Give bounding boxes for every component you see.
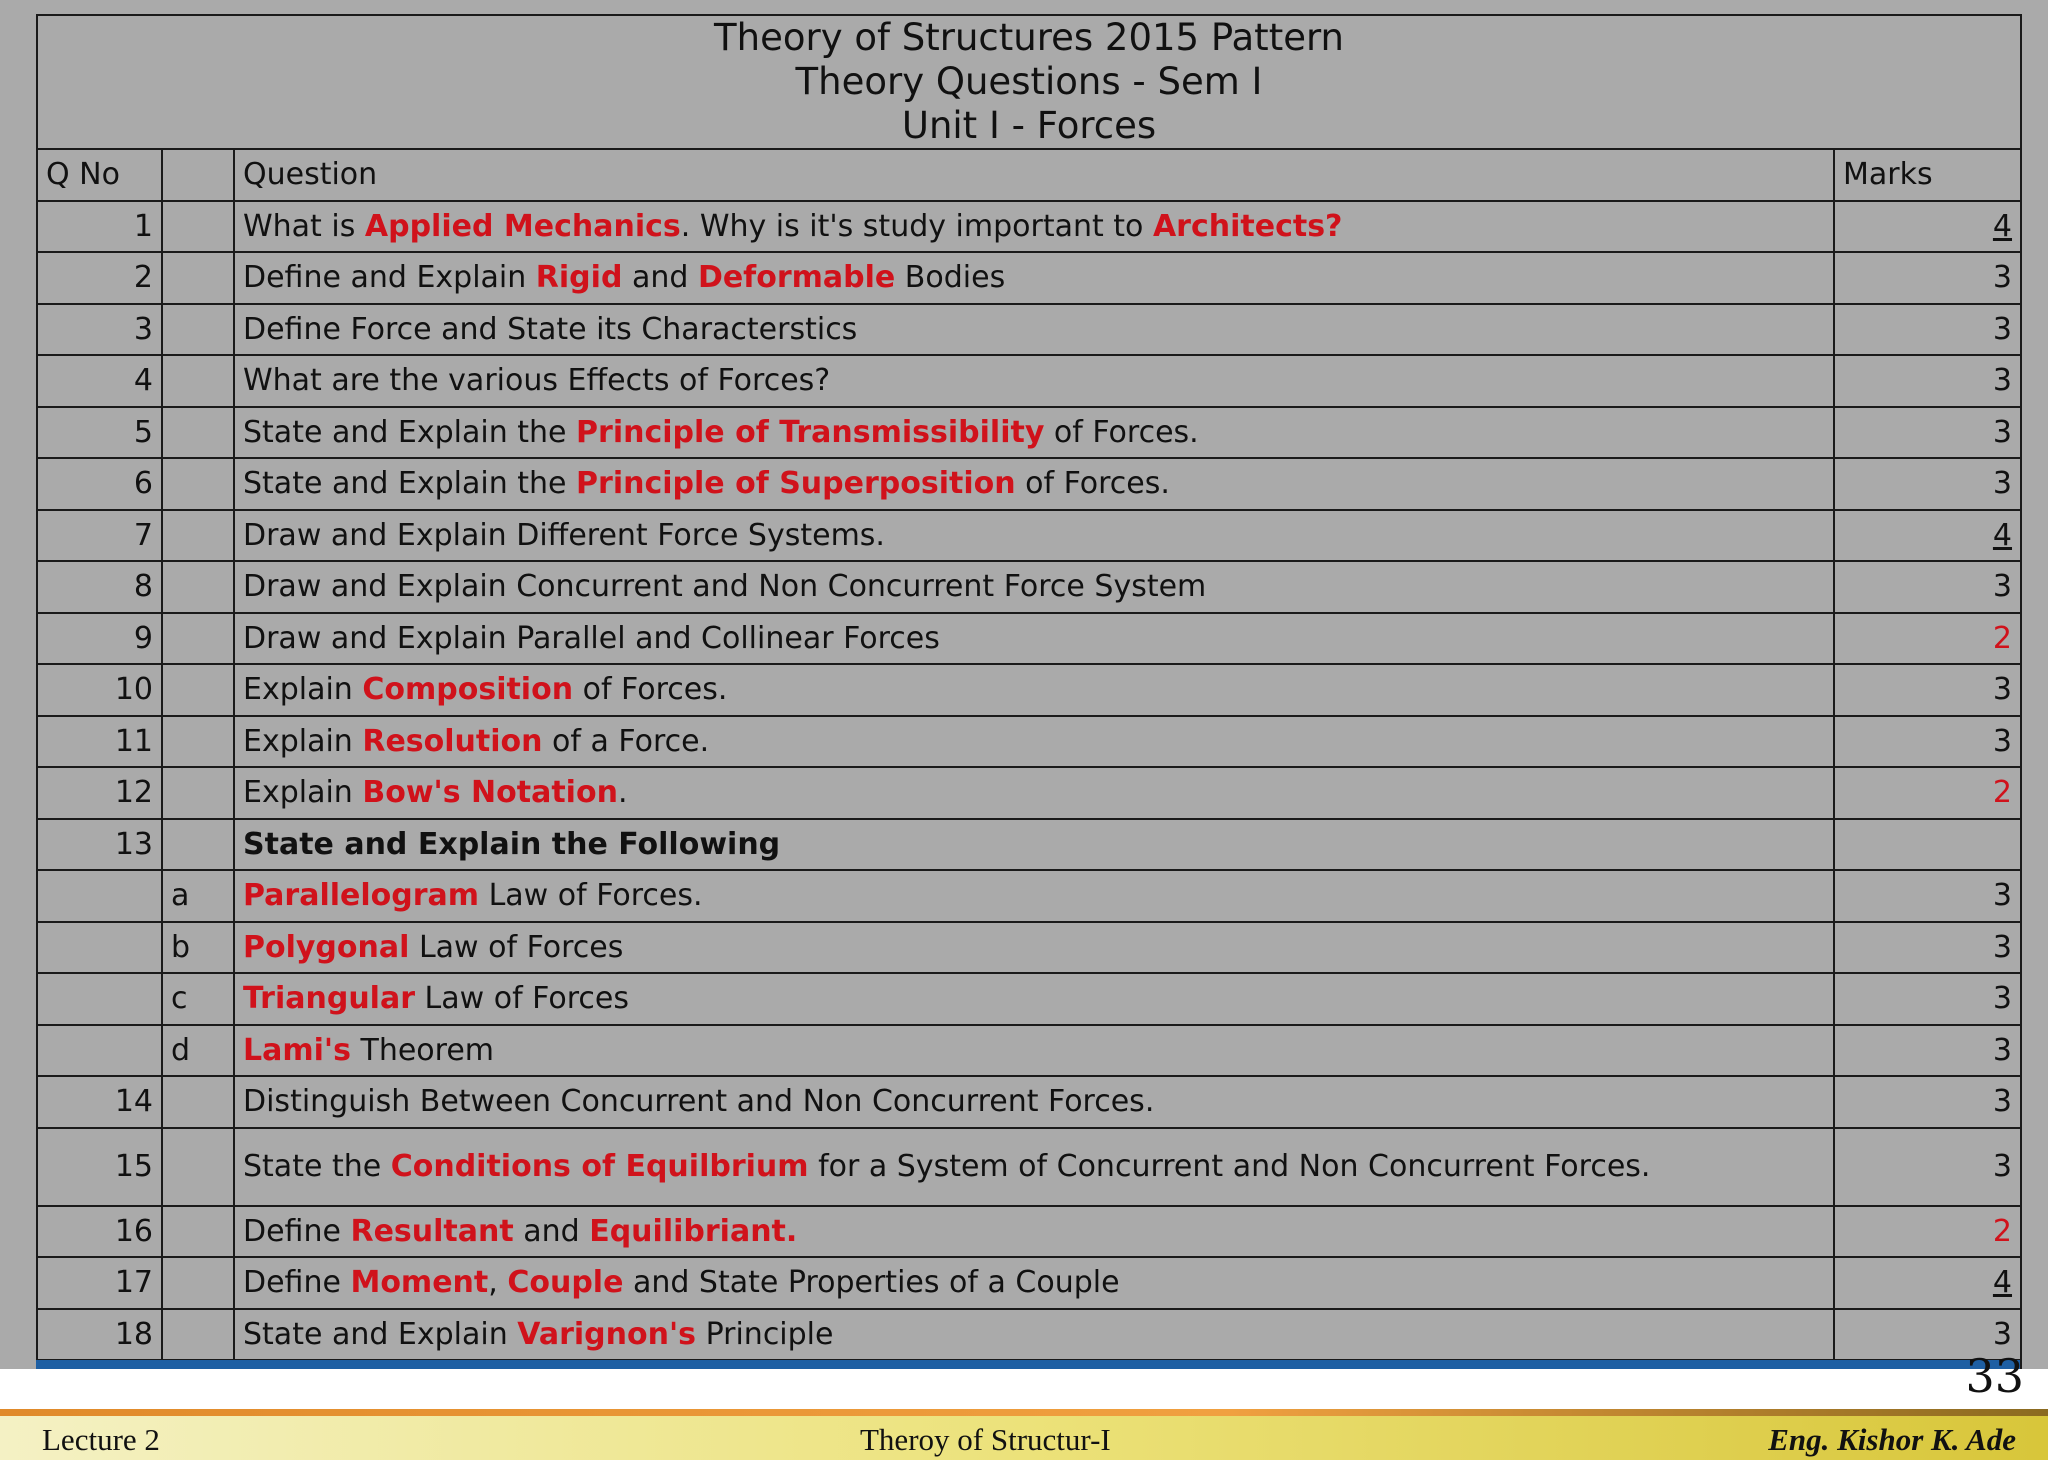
table-header-row — [37, 149, 2021, 201]
question-number: 16 — [37, 1206, 162, 1258]
question-text-part: of Forces. — [1044, 414, 1199, 450]
title-line-3: Unit I - Forces — [901, 104, 1157, 147]
question-text — [234, 1309, 1834, 1361]
sub-question-letter — [162, 613, 234, 665]
marks-value — [1834, 510, 2021, 562]
question-number: 9 — [37, 613, 162, 665]
table-title — [37, 15, 2021, 149]
marks-value — [1834, 1025, 2021, 1077]
question-text-part: . — [617, 775, 628, 811]
title-line-2: Theory Questions - Sem I — [795, 60, 1263, 103]
question-text-part: Draw and Explain Parallel and Collinear Forces — [243, 620, 940, 656]
table-row — [37, 407, 2021, 459]
question-text-part: State and Explain the — [243, 414, 577, 450]
sub-question-letter — [162, 1257, 234, 1309]
table-row — [37, 973, 2021, 1025]
question-text — [234, 973, 1834, 1025]
question-text-part: and State Properties of a Couple — [623, 1265, 1120, 1301]
marks-number: 3 — [1992, 363, 2013, 399]
table-row — [37, 1025, 2021, 1077]
marks-number: 3 — [1992, 1149, 2013, 1184]
question-number — [37, 973, 162, 1025]
sub-question-letter — [162, 716, 234, 768]
sub-question-letter — [162, 407, 234, 459]
marks-number: 3 — [1992, 569, 2013, 605]
marks-number: 3 — [1992, 414, 2013, 450]
highlighted-term: Resultant — [350, 1213, 514, 1249]
question-number: 14 — [37, 1076, 162, 1128]
table-title-row — [37, 15, 2021, 149]
question-text-part: Explain — [243, 672, 363, 708]
question-number — [37, 1025, 162, 1077]
question-text — [234, 561, 1834, 613]
question-text-part: of Forces. — [573, 672, 728, 708]
footer-orange-band — [0, 1409, 2048, 1416]
marks-number: 2 — [1992, 775, 2013, 811]
question-text-part: State and Explain the Following — [243, 826, 781, 862]
table-row — [37, 458, 2021, 510]
question-number: 13 — [37, 819, 162, 871]
question-text — [234, 458, 1834, 510]
question-number: 10 — [37, 664, 162, 716]
footer-white-band — [0, 1369, 2048, 1409]
question-text — [234, 870, 1834, 922]
marks-number: 3 — [1992, 1316, 2013, 1352]
question-text-part: Law of Forces — [415, 981, 629, 1017]
header-question: Question — [234, 149, 1834, 201]
marks-number: 3 — [1992, 723, 2013, 759]
table-row — [37, 767, 2021, 819]
marks-number: 3 — [1992, 260, 2013, 296]
sub-question-letter: b — [162, 922, 234, 974]
question-text-part: Explain — [243, 723, 363, 759]
sub-question-letter — [162, 1128, 234, 1206]
marks-number: 3 — [1992, 981, 2013, 1017]
header-marks: Marks — [1834, 149, 2021, 201]
question-text — [234, 1076, 1834, 1128]
marks-value — [1834, 1128, 2021, 1206]
question-text-part: State and Explain — [243, 1316, 518, 1352]
marks-value — [1834, 201, 2021, 253]
marks-value — [1834, 870, 2021, 922]
marks-value — [1834, 561, 2021, 613]
table-row — [37, 252, 2021, 304]
question-text-part: What are the various Effects of Forces? — [243, 363, 831, 399]
table-row — [37, 1257, 2021, 1309]
question-text — [234, 767, 1834, 819]
marks-value — [1834, 1206, 2021, 1258]
table-row — [37, 613, 2021, 665]
question-text — [234, 355, 1834, 407]
marks-value — [1834, 664, 2021, 716]
highlighted-term: Varignon's — [517, 1316, 697, 1352]
highlighted-term: Couple — [507, 1265, 624, 1301]
highlighted-term: Conditions of Equilbrium — [390, 1148, 809, 1184]
question-text-part: State the — [243, 1148, 391, 1184]
marks-value — [1834, 355, 2021, 407]
question-number: 11 — [37, 716, 162, 768]
sub-question-letter — [162, 561, 234, 613]
question-text — [234, 407, 1834, 459]
question-text-part: . Why is it's study important to — [680, 208, 1153, 244]
question-text — [234, 664, 1834, 716]
header-qno: Q No — [37, 149, 162, 201]
question-text — [234, 716, 1834, 768]
page-number: 33 — [1965, 1349, 2024, 1403]
table-row — [37, 922, 2021, 974]
sub-question-letter — [162, 1076, 234, 1128]
question-text-part: Bodies — [895, 260, 1006, 296]
table-row — [37, 1076, 2021, 1128]
highlighted-term: Applied Mechanics — [364, 208, 681, 244]
table-row — [37, 716, 2021, 768]
highlighted-term: Resolution — [362, 723, 543, 759]
question-text — [234, 1128, 1834, 1206]
footer-author: Eng. Kishor K. Ade — [1768, 1422, 2016, 1457]
table-row — [37, 870, 2021, 922]
question-number: 17 — [37, 1257, 162, 1309]
sub-question-letter: a — [162, 870, 234, 922]
marks-number: 4 — [1992, 208, 2013, 244]
question-text-part: Define — [243, 1213, 351, 1249]
question-text-part: What is — [243, 208, 365, 244]
marks-value — [1834, 1076, 2021, 1128]
highlighted-term: Architects? — [1152, 208, 1343, 244]
marks-number: 3 — [1992, 466, 2013, 502]
sub-question-letter — [162, 458, 234, 510]
table-row — [37, 510, 2021, 562]
question-text — [234, 304, 1834, 356]
table-row — [37, 561, 2021, 613]
sub-question-letter: d — [162, 1025, 234, 1077]
question-number: 18 — [37, 1309, 162, 1361]
question-text — [234, 201, 1834, 253]
marks-value — [1834, 819, 2021, 871]
question-text-part: of Forces. — [1015, 466, 1170, 502]
marks-number: 3 — [1992, 672, 2013, 708]
sub-question-letter — [162, 664, 234, 716]
table-row — [37, 304, 2021, 356]
question-text-part: Define Force and State its Characterstics — [243, 311, 858, 347]
question-text — [234, 1206, 1834, 1258]
blue-strip — [36, 1360, 2020, 1369]
highlighted-term: Bow's Notation — [362, 775, 618, 811]
marks-value — [1834, 458, 2021, 510]
table-row — [37, 1128, 2021, 1206]
question-number: 15 — [37, 1128, 162, 1206]
highlighted-term: Deformable — [697, 260, 896, 296]
question-text-part: Distinguish Between Concurrent and Non Concurrent Forces. — [243, 1084, 1155, 1120]
marks-value — [1834, 716, 2021, 768]
sub-question-letter — [162, 201, 234, 253]
question-text-part: Theorem — [350, 1032, 494, 1068]
highlighted-term: Rigid — [535, 260, 623, 296]
marks-number: 3 — [1992, 1084, 2013, 1120]
highlighted-term: Parallelogram — [243, 878, 480, 914]
highlighted-term: Principle of Superposition — [576, 466, 1016, 502]
slide-footer — [0, 1349, 2048, 1460]
sub-question-letter: c — [162, 973, 234, 1025]
question-text — [234, 613, 1834, 665]
highlighted-term: Composition — [362, 672, 574, 708]
question-text-part: State and Explain the — [243, 466, 577, 502]
question-number: 7 — [37, 510, 162, 562]
question-text-part: Draw and Explain Concurrent and Non Concurrent Force System — [243, 569, 1207, 605]
marks-number: 4 — [1992, 1265, 2013, 1301]
question-text-part: Define — [243, 1265, 351, 1301]
question-text-part: Explain — [243, 775, 363, 811]
question-text-part: and — [513, 1213, 590, 1249]
question-text — [234, 510, 1834, 562]
marks-value — [1834, 1257, 2021, 1309]
marks-number: 3 — [1992, 1032, 2013, 1068]
sub-question-letter — [162, 819, 234, 871]
question-text-part: Law of Forces. — [479, 878, 703, 914]
marks-value — [1834, 767, 2021, 819]
question-text-part: Principle — [696, 1316, 834, 1352]
question-number: 12 — [37, 767, 162, 819]
marks-number: 3 — [1992, 929, 2013, 965]
sub-question-letter — [162, 767, 234, 819]
question-text-part: of a Force. — [542, 723, 710, 759]
questions-table — [36, 14, 2022, 1373]
highlighted-term: Triangular — [243, 981, 416, 1017]
question-number: 4 — [37, 355, 162, 407]
sub-question-letter — [162, 1206, 234, 1258]
question-text — [234, 252, 1834, 304]
title-line-1: Theory of Structures 2015 Pattern — [714, 16, 1344, 59]
marks-number: 3 — [1992, 878, 2013, 914]
marks-value — [1834, 304, 2021, 356]
marks-value — [1834, 973, 2021, 1025]
highlighted-term: Principle of Transmissibility — [576, 414, 1045, 450]
question-number — [37, 870, 162, 922]
highlighted-term: Equilibriant. — [589, 1213, 798, 1249]
sub-question-letter — [162, 355, 234, 407]
question-number — [37, 922, 162, 974]
question-number: 5 — [37, 407, 162, 459]
table-row — [37, 1309, 2021, 1361]
question-text — [234, 1257, 1834, 1309]
highlighted-term: Moment — [350, 1265, 489, 1301]
table-row — [37, 201, 2021, 253]
table-row — [37, 1206, 2021, 1258]
table-row — [37, 819, 2021, 871]
marks-value — [1834, 407, 2021, 459]
marks-value — [1834, 252, 2021, 304]
question-text — [234, 922, 1834, 974]
footer-lecture: Lecture 2 — [42, 1422, 160, 1457]
question-number: 1 — [37, 201, 162, 253]
question-text-part: Draw and Explain Different Force Systems. — [243, 517, 885, 553]
marks-value — [1834, 613, 2021, 665]
sub-question-letter — [162, 304, 234, 356]
table-row — [37, 664, 2021, 716]
question-number: 2 — [37, 252, 162, 304]
marks-number: 2 — [1992, 620, 2013, 656]
question-text-part: Law of Forces — [409, 929, 624, 965]
question-text-part: , — [488, 1265, 508, 1301]
question-text-part: Define and Explain — [243, 260, 536, 296]
header-sub — [162, 149, 234, 201]
question-text — [234, 1025, 1834, 1077]
footer-course: Theroy of Structur-I — [860, 1422, 1111, 1457]
highlighted-term: Lami's — [243, 1032, 351, 1068]
question-number: 8 — [37, 561, 162, 613]
marks-number: 4 — [1992, 517, 2013, 553]
question-number: 6 — [37, 458, 162, 510]
table-row — [37, 355, 2021, 407]
sub-question-letter — [162, 252, 234, 304]
marks-number: 2 — [1992, 1213, 2013, 1249]
question-number: 3 — [37, 304, 162, 356]
marks-number: 3 — [1992, 311, 2013, 347]
marks-value — [1834, 922, 2021, 974]
sub-question-letter — [162, 1309, 234, 1361]
highlighted-term: Polygonal — [243, 929, 410, 965]
question-text — [234, 819, 1834, 871]
question-text-part: and — [622, 260, 698, 296]
sub-question-letter — [162, 510, 234, 562]
question-text-part: for a System of Concurrent and Non Concurrent Forces. — [808, 1148, 1651, 1184]
